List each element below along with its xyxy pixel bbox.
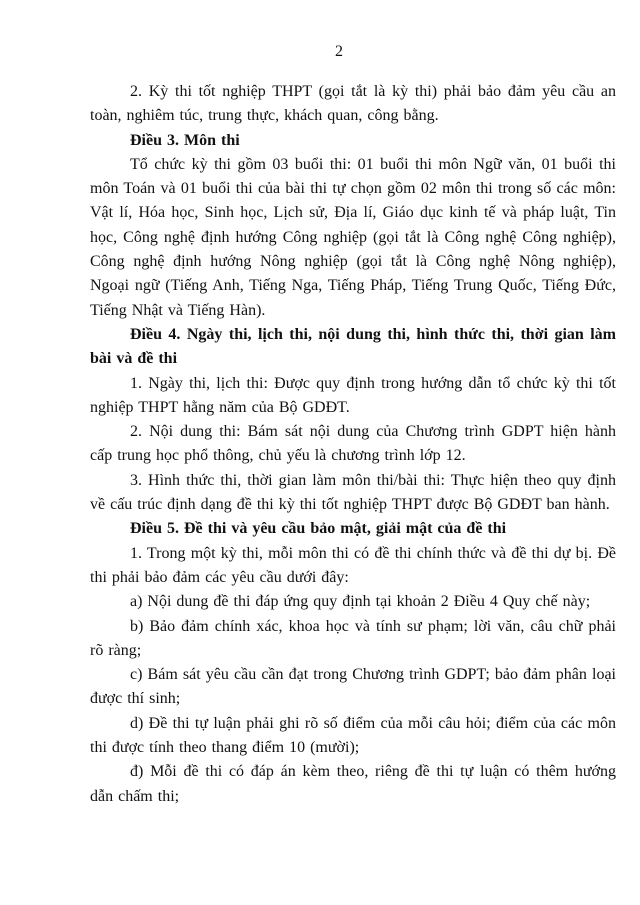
article-heading: Điều 5. Đề thi và yêu cầu bảo mật, giải mật của đề thi: [130, 520, 507, 538]
article-heading: Điều 4. Ngày thi, lịch thi, nội dung thi, hình thức thi, thời gian làm bài và đề thi: [90, 325, 616, 368]
paragraph: c) Bám sát yêu cầu cần đạt trong Chương trình GDPT; bảo đảm phân loại được thí sinh;: [90, 666, 616, 708]
paragraph: đ) Mỗi đề thi có đáp án kèm theo, riêng đề thi tự luận có thêm hướng dẫn chấm thi;: [90, 763, 616, 805]
paragraph: 1. Trong một kỳ thi, mỗi môn thi có đề thi chính thức và đề thi dự bị. Đề thi phải bảo đảm các yêu cầu dưới đây:: [90, 544, 616, 586]
paragraph: 3. Hình thức thi, thời gian làm môn thi/bài thi: Thực hiện theo quy định về cấu trúc định dạng đề thi kỳ thi tốt nghiệp THPT được Bộ GDĐT ban hành.: [90, 471, 616, 514]
page-number: 2: [335, 43, 343, 60]
paragraph: 1. Ngày thi, lịch thi: Được quy định trong hướng dẫn tổ chức kỳ thi tốt nghiệp THPT hằng năm của Bộ GDĐT.: [90, 374, 616, 416]
paragraph: d) Đề thi tự luận phải ghi rõ số điểm của mỗi câu hỏi; điểm của các môn thi được tính theo thang điểm 10 (mười);: [90, 714, 616, 757]
document-body: [90, 80, 616, 809]
paragraph: 2. Nội dung thi: Bám sát nội dung của Chương trình GDPT hiện hành cấp trung học phổ thông, chủ yếu là chương trình lớp 12.: [90, 423, 616, 465]
article-heading: Điều 3. Môn thi: [130, 131, 240, 149]
paragraph: Tổ chức kỳ thi gồm 03 buổi thi: 01 buổi thi môn Ngữ văn, 01 buổi thi môn Toán và 01 buổi thi của bài thi tự chọn gồm 02 môn thi trong số các môn: Vật lí, Hóa học, Sinh học, Lịch sử, Địa lí, Giáo dục kinh tế và pháp luật, Tin học, Công nghệ định hướng Công nghiệp (gọi tắt là Công nghệ Công nghiệp), Công nghệ định hướng Nông nghiệp (gọi tắt là Công nghệ Nông nghiệp), Ngoại ngữ (Tiếng Anh, Tiếng Nga, Tiếng Pháp, Tiếng Trung Quốc, Tiếng Đức, Tiếng Nhật và Tiếng Hàn).: [90, 155, 616, 319]
paragraph: 2. Kỳ thi tốt nghiệp THPT (gọi tắt là kỳ thi) phải bảo đảm yêu cầu an toàn, nghiêm túc, trung thực, khách quan, công bằng.: [90, 83, 616, 125]
paragraph: a) Nội dung đề thi đáp ứng quy định tại khoản 2 Điều 4 Quy chế này;: [130, 593, 591, 611]
paragraph: b) Bảo đảm chính xác, khoa học và tính sư phạm; lời văn, câu chữ phải rõ ràng;: [90, 617, 616, 659]
